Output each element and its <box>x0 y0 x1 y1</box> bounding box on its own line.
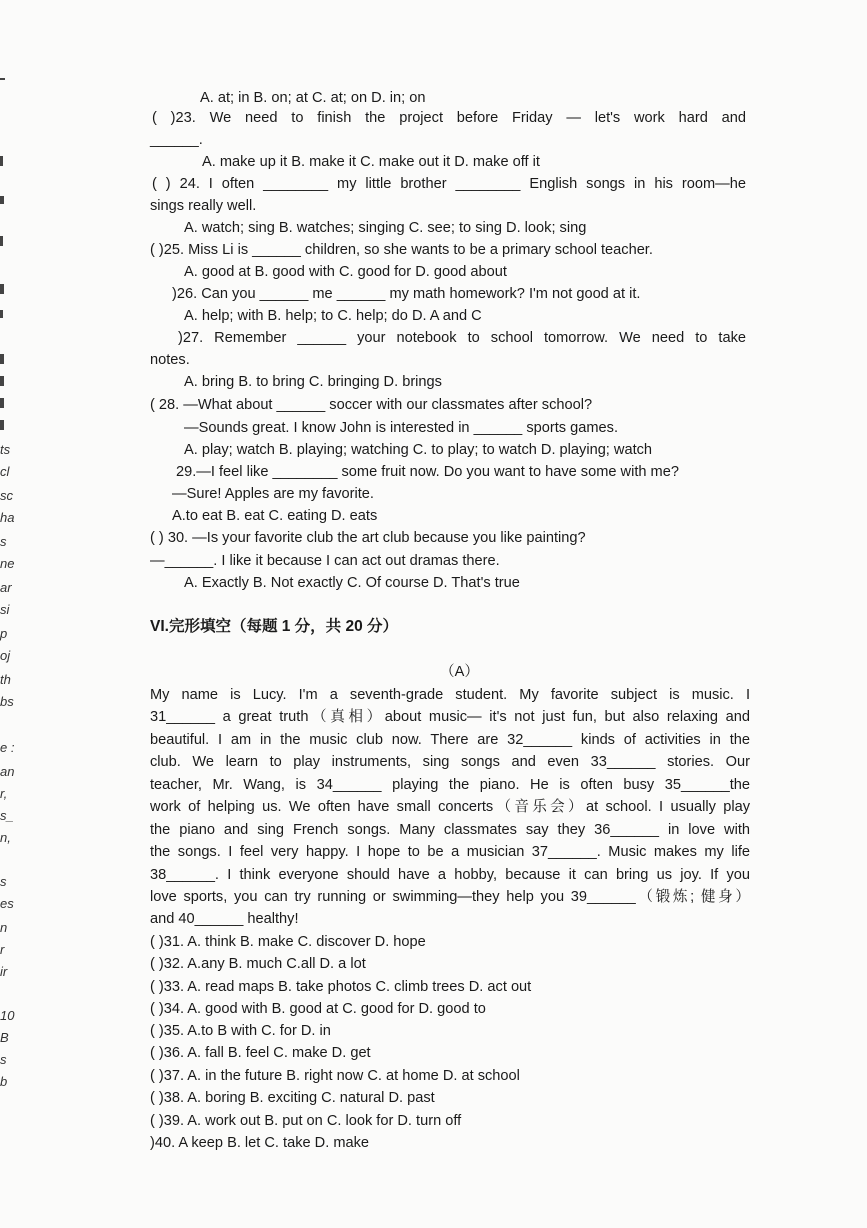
margin-fragment: an <box>0 764 15 779</box>
q25-options: A. good at B. good with C. good for D. good about <box>184 264 507 280</box>
cloze-question: ( )36. A. fall B. feel C. make D. get <box>150 1045 371 1061</box>
margin-fragment: s <box>0 534 7 549</box>
q24-stem: ( ) 24. I often ________ my little brother ________ English songs in his room—he <box>152 176 746 192</box>
passage-line: the songs. I feel very happy. I hope to be a musician 37______. Music makes my life <box>150 844 750 860</box>
margin-fragment: cl <box>0 464 10 479</box>
passage-line: the piano and sing French songs. Many classmates say they 36______ in love with <box>150 822 750 838</box>
margin-fragment: r, <box>0 786 8 801</box>
cloze-question: ( )39. A. work out B. put on C. look for D. turn off <box>150 1113 462 1129</box>
margin-fragment: s <box>0 874 7 889</box>
cloze-question: )40. A keep B. let C. take D. make <box>150 1135 370 1151</box>
q23-stem: ( )23. We need to finish the project before Friday — let's work hard and <box>152 110 746 126</box>
q29-stem-cont: —Sure! Apples are my favorite. <box>172 486 374 502</box>
margin-fragment: p <box>0 626 8 641</box>
q24-options: A. watch; sing B. watches; singing C. see; to sing D. look; sing <box>184 220 587 236</box>
q28-options: A. play; watch B. playing; watching C. to play; to watch D. playing; watch <box>184 442 653 458</box>
margin-mark <box>0 284 4 294</box>
margin-mark <box>0 376 4 386</box>
q25-stem: ( )25. Miss Li is ______ children, so she wants to be a primary school teacher. <box>150 242 653 258</box>
passage-line: teacher, Mr. Wang, is 34______ playing the piano. He is often busy 35______the <box>150 777 750 793</box>
margin-fragment: b <box>0 1074 8 1089</box>
margin-fragment: s <box>0 1052 7 1067</box>
passage-line: 38______. I think everyone should have a hobby, because it can bring us joy. If you <box>150 867 750 883</box>
passage-line: and 40______ healthy! <box>150 911 299 927</box>
passage-label: （A） <box>440 664 479 680</box>
margin-fragment: ha <box>0 510 15 525</box>
passage-line: My name is Lucy. I'm a seventh-grade student. My favorite subject is music. I <box>150 687 750 703</box>
margin-fragment: ir <box>0 964 8 979</box>
q24-stem-cont: sings really well. <box>150 198 257 214</box>
margin-mark <box>0 236 3 246</box>
margin-fragment: si <box>0 602 10 617</box>
margin-fragment: e : <box>0 740 15 755</box>
q23-options: A. make up it B. make it C. make out it D. make off it <box>202 154 540 170</box>
cloze-question: ( )35. A.to B with C. for D. in <box>150 1023 331 1039</box>
q29-options: A.to eat B. eat C. eating D. eats <box>172 508 378 524</box>
q27-options: A. bring B. to bring C. bringing D. brings <box>184 374 442 390</box>
q30-stem-cont: —______. I like it because I can act out dramas there. <box>150 553 500 569</box>
margin-fragment: s_ <box>0 808 14 823</box>
margin-fragment: es <box>0 896 14 911</box>
margin-fragment: oj <box>0 648 11 663</box>
passage-line: beautiful. I am in the music club now. There are 32______ kinds of activities in the <box>150 732 750 748</box>
margin-fragment: ts <box>0 442 11 457</box>
cloze-question: ( )31. A. think B. make C. discover D. hope <box>150 934 426 950</box>
margin-mark <box>0 420 4 430</box>
q27-stem: )27. Remember ______ your notebook to school tomorrow. We need to take <box>178 330 746 346</box>
margin-fragment: n, <box>0 830 11 845</box>
margin-fragment: bs <box>0 694 14 709</box>
cloze-question: ( )34. A. good with B. good at C. good for D. good to <box>150 1001 486 1017</box>
passage-line: love sports, you can try running or swimming—they help you 39______（锻炼; 健身） <box>150 889 750 905</box>
passage-line: work of helping us. We often have small concerts（音乐会）at school. I usually play <box>150 799 750 815</box>
q28-stem-cont: —Sounds great. I know John is interested in ______ sports games. <box>184 420 619 436</box>
cloze-question: ( )38. A. boring B. exciting C. natural D. past <box>150 1090 435 1106</box>
margin-mark <box>0 196 4 204</box>
margin-mark <box>0 156 3 166</box>
margin-fragment: ne <box>0 556 15 571</box>
margin-fragment: n <box>0 920 8 935</box>
margin-fragment: sc <box>0 488 13 503</box>
passage-line: 31______ a great truth（真相）about music— it's not just fun, but also relaxing and <box>150 709 750 725</box>
q26-options: A. help; with B. help; to C. help; do D. A and C <box>184 308 482 324</box>
cloze-question: ( )37. A. in the future B. right now C. at home D. at school <box>150 1068 520 1084</box>
q27-stem-cont: notes. <box>150 352 190 368</box>
q30-stem: ( ) 30. —Is your favorite club the art club because you like painting? <box>150 530 586 546</box>
q30-options: A. Exactly B. Not exactly C. Of course D. That's true <box>184 575 520 591</box>
q29-stem: 29.—I feel like ________ some fruit now. Do you want to have some with me? <box>176 464 679 480</box>
passage-line: club. We learn to play instruments, sing songs and even 33______ stories. Our <box>150 754 750 770</box>
cloze-question: ( )33. A. read maps B. take photos C. climb trees D. act out <box>150 979 532 995</box>
margin-mark <box>0 398 4 408</box>
margin-fragment: 10 <box>0 1008 15 1023</box>
margin-fragment: B <box>0 1030 9 1045</box>
q28-stem: ( 28. —What about ______ soccer with our classmates after school? <box>150 397 593 413</box>
margin-fragment: ar <box>0 580 12 595</box>
margin-fragment: th <box>0 672 11 687</box>
section-heading: VI.完形填空（每题 1 分，共 20 分） <box>150 618 399 635</box>
q26-stem: )26. Can you ______ me ______ my math homework? I'm not good at it. <box>172 286 641 302</box>
margin-fragment: r <box>0 942 5 957</box>
q22-options: A. at; in B. on; at C. at; on D. in; on <box>200 90 426 106</box>
q23-stem-cont: ______. <box>150 132 203 148</box>
cloze-question: ( )32. A.any B. much C.all D. a lot <box>150 956 366 972</box>
margin-mark <box>0 354 4 364</box>
margin-mark <box>0 78 5 80</box>
margin-mark <box>0 310 3 318</box>
